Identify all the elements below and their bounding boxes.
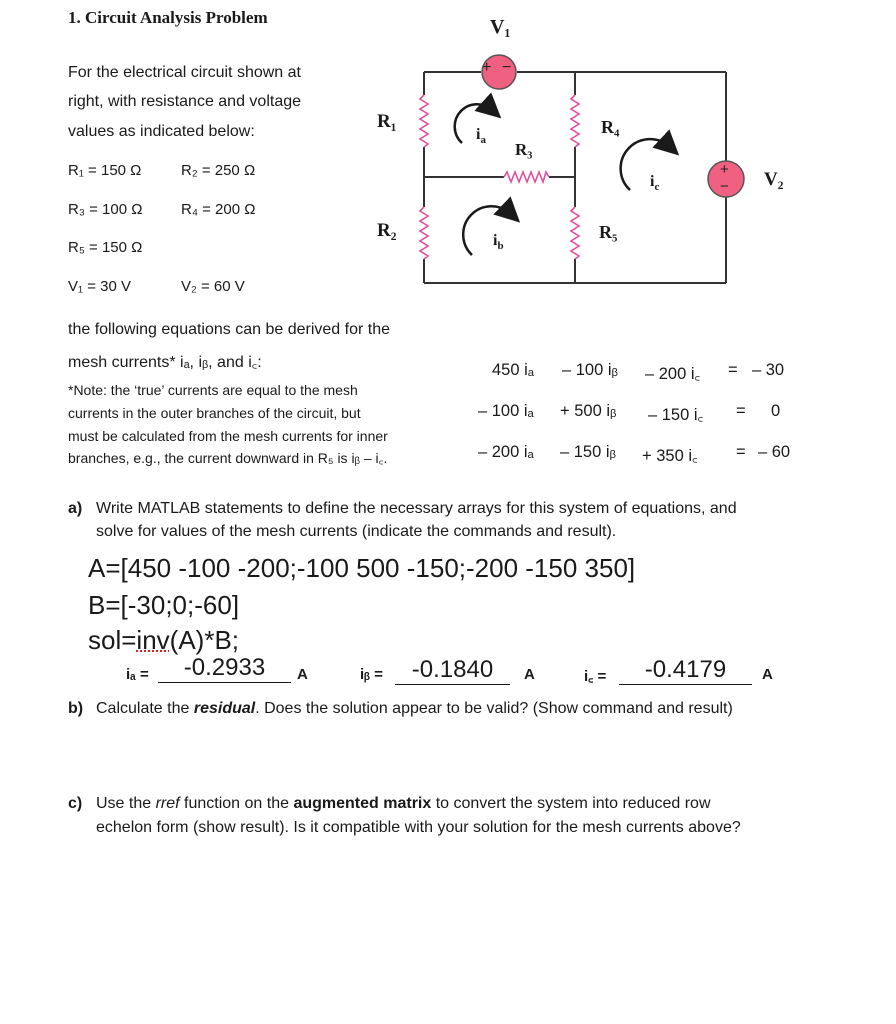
eq3-rhs: – 60 [758, 443, 791, 461]
mesh-arrow-ib [463, 206, 511, 255]
ic-answer-label: i꜀ = [584, 668, 607, 685]
intro-line-3: values as indicated below: [68, 123, 255, 140]
r1-label: R₁ [377, 111, 397, 132]
eq3-term-b: – 150 iᵦ [560, 443, 616, 461]
inv-function: inv [136, 625, 170, 655]
r2-resistor [420, 207, 428, 259]
r1-resistor [420, 95, 428, 147]
value-v2: V₂ = 60 V [181, 278, 245, 295]
v1-plus-sign: + [482, 59, 492, 76]
r4-resistor [571, 95, 579, 147]
v1-label: V₁ [490, 16, 511, 38]
r5-label: R₅ [599, 222, 618, 242]
value-r5: R₅ = 150 Ω [68, 239, 143, 256]
v2-plus-sign: + [720, 161, 729, 178]
ia-label: $i_a$ [476, 126, 486, 147]
problem-title: 1. Circuit Analysis Problem [68, 8, 268, 27]
eq3-term-c: + 350 i꜀ [642, 447, 698, 465]
ib-unit: A [524, 666, 535, 683]
code-line-sol: sol=inv(A)*B; [88, 625, 240, 655]
eq1-term-c: – 200 i꜀ [645, 365, 701, 383]
intro-line-2: right, with resistance and voltage [68, 93, 302, 110]
derive-line-2: mesh currents* iₐ, iᵦ, and i꜀: [68, 354, 262, 371]
eq1-equals: = [728, 361, 738, 379]
v2-minus-sign: − [720, 178, 729, 195]
ic-unit: A [762, 666, 773, 683]
part-c-line-1: Use the rref function on the augmented matrix to convert the system into reduced row [96, 795, 711, 812]
eq2-term-a: – 100 iₐ [478, 402, 534, 420]
part-a-label: a) [68, 500, 83, 517]
ia-unit: A [297, 666, 308, 683]
eq1-term-a: 450 iₐ [492, 361, 534, 379]
note-line-2: currents in the outer branches of the circuit, but [68, 405, 361, 421]
ic-label: $i_c$ [650, 173, 660, 194]
note-line-1: *Note: the ‘true’ currents are equal to the mesh [68, 382, 358, 398]
eq3-equals: = [736, 443, 746, 461]
mesh-arrow-ic [621, 139, 670, 190]
part-c-line-2: echelon form (show result). Is it compatible with your solution for the mesh currents above? [96, 819, 741, 836]
ia-answer-value[interactable]: -0.2933 [158, 654, 291, 683]
ia-answer-label: iₐ = [126, 666, 149, 683]
v1-minus-sign: − [502, 59, 512, 76]
ib-label: $i_b$ [493, 232, 504, 253]
ic-answer-value[interactable]: -0.4179 [619, 656, 752, 685]
r4-label: R₄ [601, 117, 620, 137]
r5-resistor [571, 207, 579, 259]
value-r2: R₂ = 250 Ω [181, 162, 256, 179]
eq1-rhs: – 30 [752, 361, 785, 379]
ib-answer-value[interactable]: -0.1840 [395, 656, 510, 685]
part-c-label: c) [68, 795, 83, 812]
mesh-arrow-ia [455, 104, 492, 143]
eq2-term-c: – 150 i꜀ [648, 406, 704, 424]
eq1-term-b: – 100 iᵦ [562, 361, 618, 379]
derive-line-1: the following equations can be derived for the [68, 321, 390, 338]
eq2-term-b: + 500 iᵦ [560, 402, 617, 420]
part-b-text: Calculate the residual. Does the solution appear to be valid? (Show command and result) [96, 700, 733, 717]
part-a-line-1: Write MATLAB statements to define the necessary arrays for this system of equations, and [96, 500, 737, 517]
note-line-3: must be calculated from the mesh currents for inner [68, 428, 388, 444]
value-r1: R₁ = 150 Ω [68, 162, 142, 179]
value-r3: R₃ = 100 Ω [68, 201, 143, 218]
eq2-equals: = [736, 402, 746, 420]
code-line-a: A=[450 -100 -200;-100 500 -150;-200 -150 350] [88, 553, 636, 583]
r2-label: R₂ [377, 220, 397, 241]
value-r4: R₄ = 200 Ω [181, 201, 256, 218]
eq2-rhs: 0 [771, 402, 781, 420]
v2-label: V₂ [764, 169, 784, 190]
part-a-line-2: solve for values of the mesh currents (indicate the commands and result). [96, 523, 617, 540]
value-v1: V₁ = 30 V [68, 278, 132, 295]
intro-line-1: For the electrical circuit shown at [68, 64, 301, 81]
note-line-4: branches, e.g., the current downward in R₅ is iᵦ – i꜀. [68, 450, 388, 466]
r3-label: R₃ [515, 140, 533, 159]
part-b-label: b) [68, 700, 84, 717]
code-line-b: B=[-30;0;-60] [88, 590, 240, 620]
eq3-term-a: – 200 iₐ [478, 443, 534, 461]
ib-answer-label: iᵦ = [360, 666, 383, 683]
r3-resistor [504, 172, 549, 182]
